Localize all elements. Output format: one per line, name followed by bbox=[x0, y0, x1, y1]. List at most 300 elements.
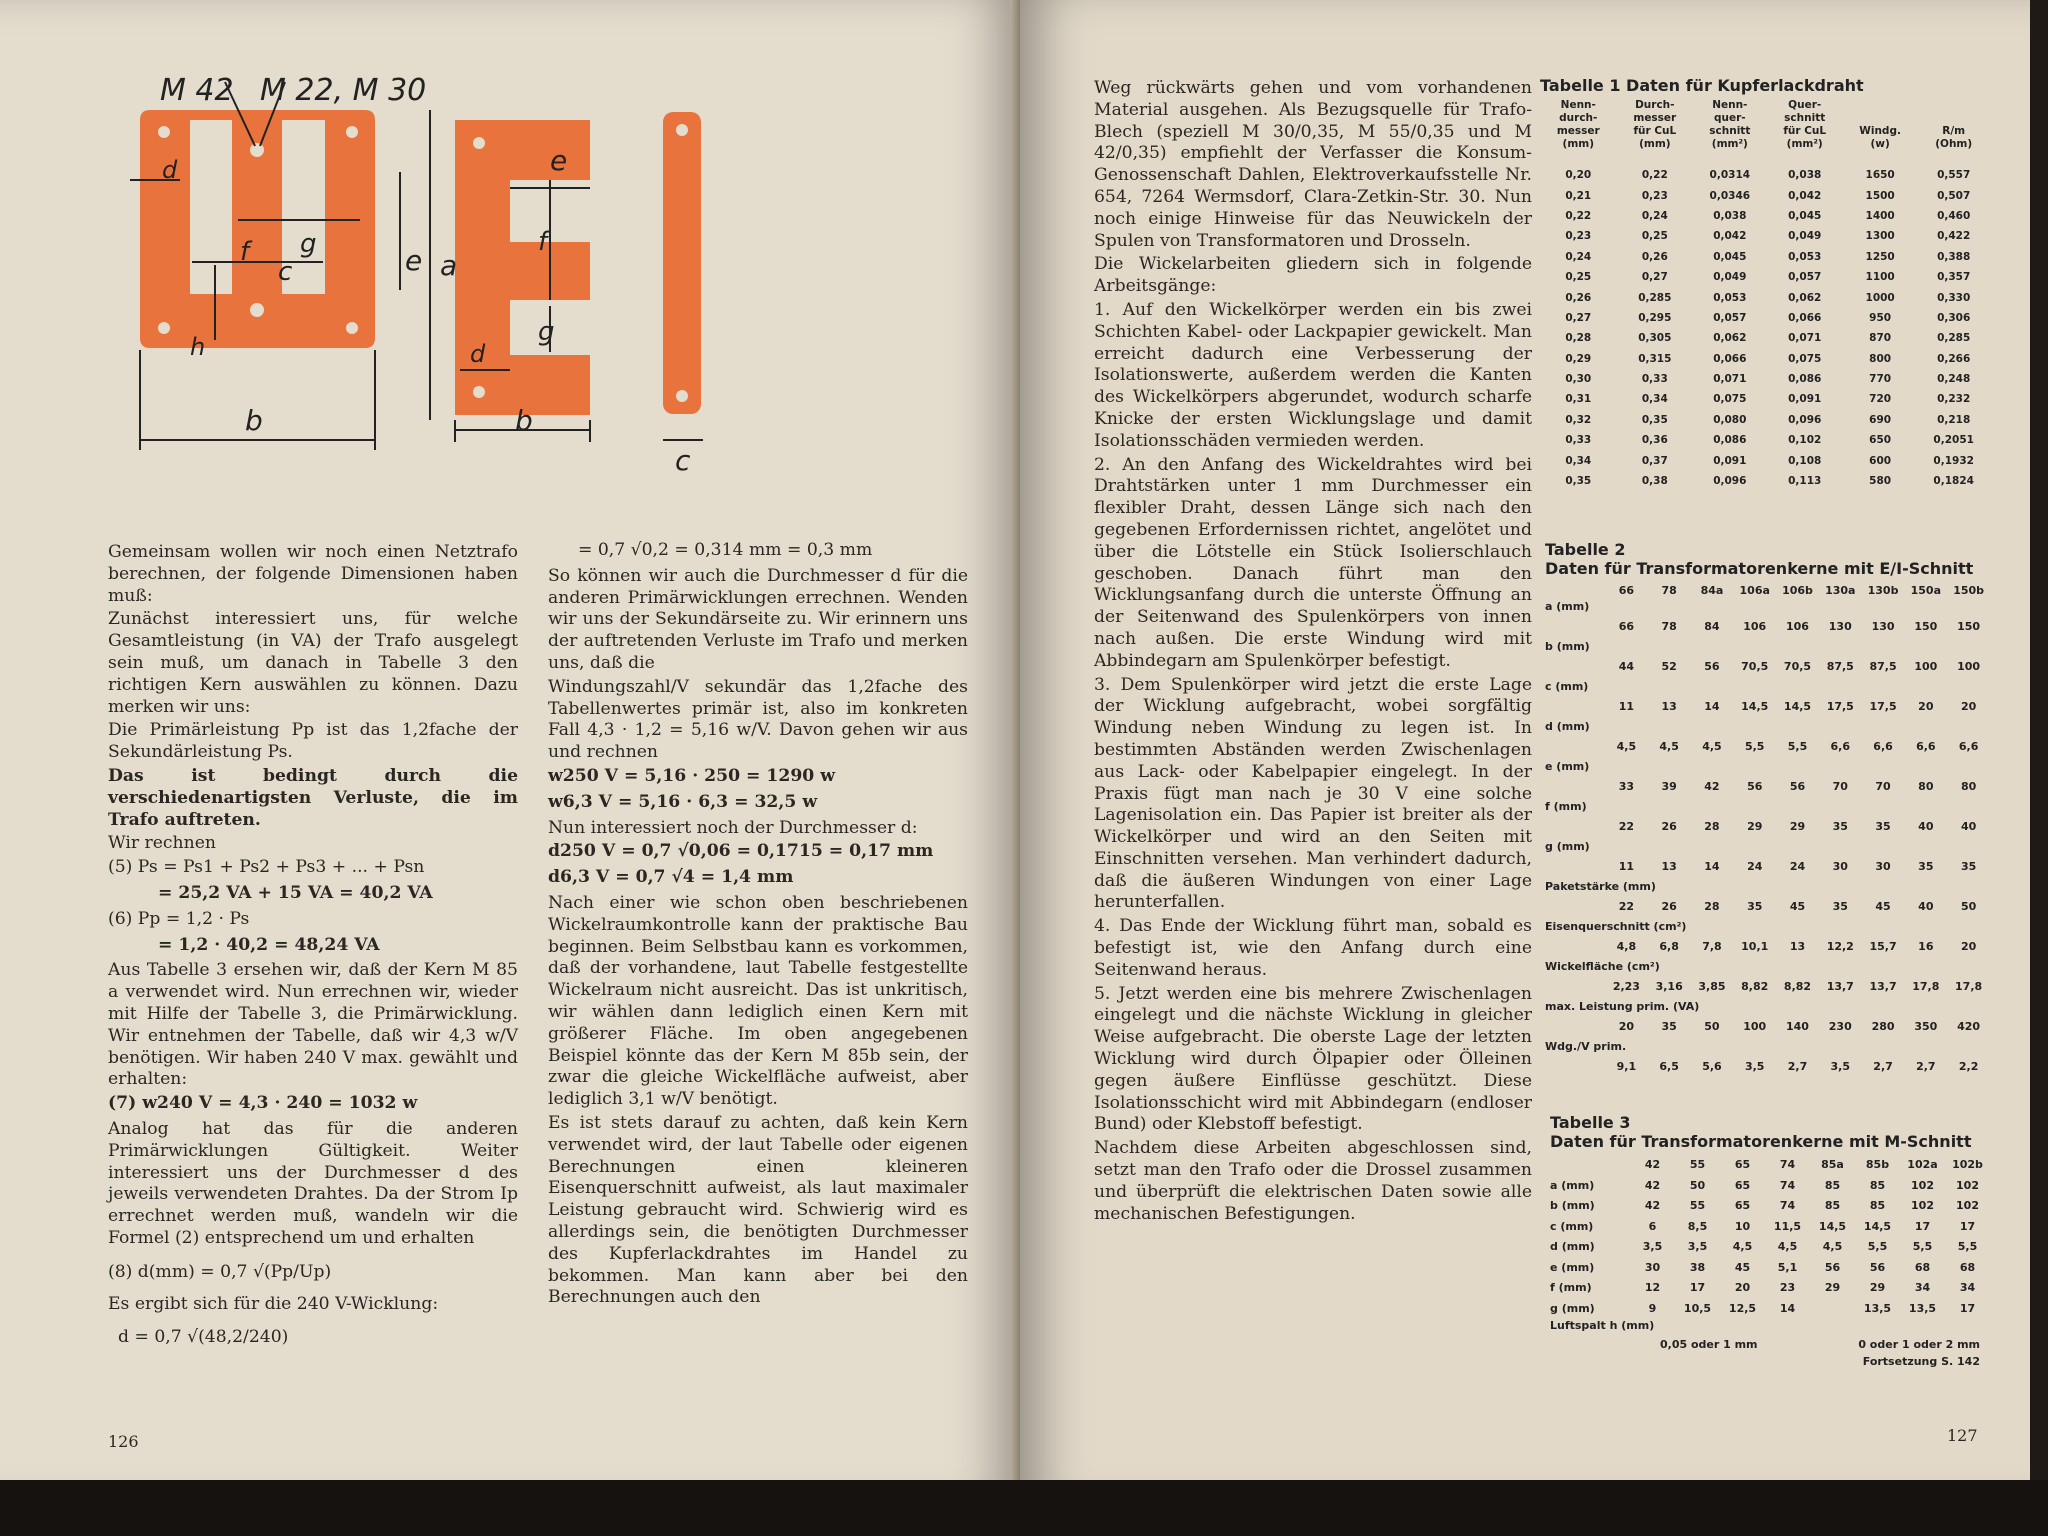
table-cell: 0,38 bbox=[1641, 475, 1668, 488]
table-row bbox=[1540, 471, 1990, 491]
table-cell: 17,5 bbox=[1826, 700, 1854, 713]
table-cell: 55 bbox=[1689, 1199, 1706, 1212]
table-cell: 24 bbox=[1789, 860, 1806, 873]
table-row bbox=[1550, 1217, 1990, 1238]
table-cell: 0,218 bbox=[1937, 413, 1971, 426]
table-cell: 13,5 bbox=[1908, 1301, 1937, 1315]
table-cell: 26 bbox=[1661, 820, 1677, 833]
table-cell: 2,7 bbox=[1916, 1060, 1936, 1073]
table-cell: 5,5 bbox=[1744, 740, 1765, 753]
table-cell: 40 bbox=[1918, 820, 1934, 833]
table-cell: 17,8 bbox=[1912, 980, 1940, 993]
table-cell: 4,5 bbox=[1616, 740, 1637, 753]
label-h: h bbox=[190, 333, 206, 361]
table-cell: 0,24 bbox=[1641, 209, 1668, 222]
table-cell: 0,26 bbox=[1565, 291, 1592, 304]
table-cell: 40 bbox=[1960, 820, 1977, 833]
table-2-row-label: b (mm) bbox=[1545, 640, 1590, 653]
table-cell: 0,062 bbox=[1713, 332, 1747, 345]
table-cell: 20 bbox=[1918, 700, 1934, 713]
table-cell: 16 bbox=[1918, 940, 1934, 953]
table-cell: 3,16 bbox=[1655, 980, 1683, 993]
table-cell: 30 bbox=[1832, 860, 1848, 873]
table-cell: 0,460 bbox=[1937, 209, 1971, 222]
label-a: a bbox=[440, 249, 458, 282]
table-cell: 38 bbox=[1689, 1260, 1706, 1274]
table-cell: 0,066 bbox=[1713, 352, 1747, 365]
label-g-e: g bbox=[538, 317, 555, 347]
table-cell: 0,295 bbox=[1638, 311, 1672, 324]
table-cell: 0,23 bbox=[1641, 189, 1668, 202]
table-2-body bbox=[1545, 597, 1990, 1077]
paragraph: 1. Auf den Wickelkörper werden ein bis zwei Schichten Kabel- oder Lackpapier gewickelt. Man erreicht dadurch eine Verbesserung der Isolationswerte, außerdem werden die Kanten des Wickelkörpers abgerundet, wodurch scharfe Knicke der ersten Wicklungslage und damit Isolationsschäden vermieden werden. bbox=[1094, 299, 1532, 451]
formula-result: = 0,7 √0,2 = 0,314 mm = 0,3 mm bbox=[578, 540, 873, 560]
table-row bbox=[1540, 247, 1990, 267]
table-cell: 14,5 bbox=[1863, 1219, 1892, 1233]
table-cell: 40 bbox=[1918, 900, 1934, 913]
table-cell: 690 bbox=[1869, 413, 1892, 426]
table-cell: 33 bbox=[1618, 780, 1635, 793]
label-d-e: d bbox=[470, 340, 486, 368]
table-cell: 56 bbox=[1704, 660, 1720, 673]
table-cell: 870 bbox=[1869, 332, 1892, 345]
table-3-row-label: f (mm) bbox=[1550, 1281, 1592, 1294]
table-cell: 0,285 bbox=[1638, 291, 1672, 304]
table-cell: 0,1932 bbox=[1933, 454, 1974, 467]
table-cell: 56 bbox=[1747, 780, 1763, 793]
table-cell: 1500 bbox=[1865, 189, 1895, 202]
table-cell: 0,075 bbox=[1713, 393, 1747, 406]
table-2 bbox=[1545, 540, 1990, 1077]
table-cell: 34 bbox=[1959, 1281, 1976, 1294]
table-row bbox=[1540, 308, 1990, 328]
paragraph: Nun interessiert noch der Durchmesser d: bbox=[548, 817, 918, 838]
label-m22-m30: M 22, M 30 bbox=[260, 73, 427, 108]
formula-6: (6) Pp = 1,2 · Ps bbox=[108, 908, 250, 929]
table-cell: 45 bbox=[1875, 900, 1891, 913]
table-2-col-header: 130b bbox=[1867, 584, 1899, 597]
table-cell: 0,33 bbox=[1565, 434, 1592, 447]
table-cell: 0,315 bbox=[1638, 352, 1672, 365]
table-cell: 0,113 bbox=[1788, 475, 1822, 488]
table-3-row-label: b (mm) bbox=[1550, 1199, 1595, 1212]
table-cell: 24 bbox=[1747, 860, 1763, 873]
table-cell: 350 bbox=[1914, 1020, 1938, 1033]
table-cell: 56 bbox=[1824, 1260, 1841, 1274]
table-cell: 0,306 bbox=[1937, 311, 1971, 324]
table-cell: 70 bbox=[1832, 780, 1848, 793]
table-cell: 6,6 bbox=[1958, 740, 1979, 753]
table-row bbox=[1540, 226, 1990, 246]
table-cell: 280 bbox=[1871, 1020, 1895, 1033]
table-cell: 80 bbox=[1960, 780, 1977, 793]
table-3-col-header: 102a bbox=[1907, 1158, 1938, 1171]
table-1-header-cell: Nenn- quer- schnitt (mm²) bbox=[1709, 99, 1751, 150]
table-cell: 29 bbox=[1747, 820, 1763, 833]
table-3-title: Tabelle 3 bbox=[1550, 1113, 1631, 1132]
table-1-header-cell: Durch- messer für CuL (mm) bbox=[1633, 99, 1677, 150]
luftspalt-values bbox=[1550, 1332, 1990, 1351]
table-cell: 0,35 bbox=[1565, 475, 1592, 488]
table-cell: 17 bbox=[1959, 1301, 1976, 1315]
table-cell: 0,042 bbox=[1713, 230, 1747, 243]
table-cell: 5,6 bbox=[1702, 1060, 1722, 1073]
table-cell: 13 bbox=[1789, 940, 1806, 953]
table-cell: 420 bbox=[1957, 1020, 1981, 1033]
table-cell: 85 bbox=[1824, 1199, 1841, 1212]
table-cell: 720 bbox=[1869, 393, 1892, 406]
table-2-row-label: g (mm) bbox=[1545, 840, 1590, 853]
paragraph: Gemeinsam wollen wir noch einen Netztrafo berechnen, der folgende Dimensionen haben muß: bbox=[108, 542, 518, 606]
table-row bbox=[1550, 1258, 1990, 1279]
paragraph: Es ergibt sich für die 240 V-Wicklung: bbox=[108, 1293, 439, 1314]
formula-5: (5) Ps = Ps1 + Ps2 + Ps3 + ... + Psn bbox=[108, 857, 425, 878]
table-cell: 22 bbox=[1618, 820, 1635, 833]
label-m42: M 42 bbox=[160, 73, 234, 108]
table-cell: 4,5 bbox=[1777, 1240, 1798, 1253]
table-row bbox=[1545, 776, 1990, 797]
table-cell: 0,34 bbox=[1565, 454, 1592, 467]
table-cell: 1100 bbox=[1865, 271, 1895, 284]
table-cell: 14 bbox=[1704, 700, 1720, 713]
table-cell: 68 bbox=[1959, 1260, 1976, 1274]
table-cell: 12,2 bbox=[1826, 940, 1854, 953]
table-cell: 13,7 bbox=[1869, 980, 1897, 993]
table-2-subtitle: Daten für Transformatorenkerne mit E/I-Schnitt bbox=[1545, 559, 1974, 578]
table-cell: 0,388 bbox=[1937, 250, 1971, 263]
table-row bbox=[1545, 656, 1990, 677]
table-1-title: Tabelle 1 Daten für Kupferlackdraht bbox=[1540, 76, 1864, 95]
table-cell: 1400 bbox=[1865, 209, 1895, 222]
table-row bbox=[1545, 816, 1990, 837]
paragraph: 4. Das Ende der Wicklung führt man, sobald es befestigt ist, wie den Anfang durch eine Seitenwand heraus. bbox=[1094, 916, 1532, 980]
right-text-column bbox=[1094, 78, 1532, 1227]
table-cell: 5,1 bbox=[1777, 1260, 1798, 1274]
table-2-row-label: c (mm) bbox=[1545, 680, 1589, 693]
table-cell: 140 bbox=[1786, 1020, 1809, 1033]
table-cell: 20 bbox=[1734, 1281, 1751, 1294]
table-3-row-label: e (mm) bbox=[1550, 1260, 1595, 1274]
table-cell: 28 bbox=[1704, 820, 1720, 833]
table-cell: 0,557 bbox=[1937, 169, 1971, 182]
table-cell: 17,8 bbox=[1955, 980, 1983, 993]
table-cell: 87,5 bbox=[1869, 660, 1897, 673]
paragraph: 5. Jetzt werden eine bis mehrere Zwischenlagen eingelegt und die nächste Wicklung in gleicher Weise aufgebracht. Die oberste Lage der letzten Wicklung wird durch Ölpapier oder Ölleinen gegen äußere Einflüsse geschützt. Diese Isolationsschicht wird mit Abbindegarn (endloser Bund) oder Klebstoff befestigt. bbox=[1094, 983, 1532, 1135]
table-cell: 0,27 bbox=[1641, 271, 1668, 284]
table-row bbox=[1540, 287, 1990, 307]
table-cell: 35 bbox=[1661, 1020, 1677, 1033]
table-cell: 8,82 bbox=[1741, 980, 1769, 993]
table-2-col-header: 106b bbox=[1782, 584, 1813, 597]
table-cell: 100 bbox=[1957, 660, 1981, 673]
table-cell: 0,27 bbox=[1565, 311, 1592, 324]
table-cell: 0,102 bbox=[1788, 434, 1822, 447]
table-cell: 0,507 bbox=[1937, 189, 1971, 202]
table-cell: 0,248 bbox=[1937, 373, 1971, 386]
table-cell: 0,357 bbox=[1937, 271, 1971, 284]
table-row bbox=[1540, 389, 1990, 409]
table-cell: 13,5 bbox=[1863, 1301, 1892, 1315]
table-row bbox=[1540, 349, 1990, 369]
formula-d63: d6,3 V = 0,7 √4 = 1,4 mm bbox=[548, 867, 794, 888]
table-cell: 0,053 bbox=[1788, 250, 1822, 263]
table-cell: 17 bbox=[1959, 1219, 1976, 1233]
table-cell: 3,5 bbox=[1642, 1240, 1663, 1253]
table-cell: 5,5 bbox=[1912, 1240, 1933, 1253]
table-cell: 0,24 bbox=[1565, 250, 1592, 263]
paragraph-bold: Das ist bedingt durch die verschiedenartigsten Verluste, die im Trafo auftreten. bbox=[108, 765, 518, 830]
label-e: e bbox=[405, 244, 423, 277]
table-cell: 0,057 bbox=[1788, 271, 1822, 284]
table-cell: 44 bbox=[1618, 660, 1635, 673]
table-cell: 102 bbox=[1911, 1178, 1934, 1192]
table-row bbox=[1540, 430, 1990, 450]
table-cell: 45 bbox=[1734, 1260, 1751, 1274]
table-cell: 0,28 bbox=[1565, 332, 1592, 345]
table-1 bbox=[1540, 76, 1990, 491]
table-cell: 0,36 bbox=[1641, 434, 1668, 447]
formula-w250: w250 V = 5,16 · 250 = 1290 w bbox=[548, 765, 836, 786]
table-cell: 34 bbox=[1914, 1281, 1931, 1294]
left-page bbox=[0, 0, 1020, 1500]
table-cell: 0,066 bbox=[1788, 311, 1822, 324]
table-2-col-header: 106a bbox=[1739, 584, 1770, 597]
table-3-col-header: 42 bbox=[1644, 1158, 1661, 1171]
table-cell: 600 bbox=[1869, 454, 1892, 467]
paragraph: Nach einer wie schon oben beschriebenen Wickelraumkontrolle kann der praktische Bau beginnen. Beim Selbstbau kann es vorkommen, daß der vorhandene, laut Tabelle festgestellte Wickelraum nicht ausreicht. Das ist unkritisch, wir wählen dann lediglich einen Kern mit größerer Fläche. Im oben angegebenen Beispiel könnte das der Kern M 85b sein, der zwar die gleiche Wickelfläche aufweist, aber lediglich 3,1 w/V benötigt. bbox=[548, 892, 968, 1110]
table-cell: 0,086 bbox=[1713, 434, 1747, 447]
table-cell: 14 bbox=[1704, 860, 1720, 873]
table-2-col-header: 66 bbox=[1618, 584, 1635, 597]
table-cell: 5,5 bbox=[1957, 1240, 1978, 1253]
table-cell: 4,5 bbox=[1702, 740, 1722, 753]
label-f-e: f bbox=[538, 227, 548, 257]
paragraph: Die Primärleistung Pp ist das 1,2fache der Sekundärleistung Ps. bbox=[108, 720, 518, 763]
table-cell: 13 bbox=[1661, 700, 1677, 713]
table-cell: 6,5 bbox=[1659, 1060, 1679, 1073]
table-cell: 50 bbox=[1960, 900, 1977, 913]
table-cell: 100 bbox=[1914, 660, 1938, 673]
table-cell: 0,080 bbox=[1713, 413, 1747, 426]
paragraph: Zunächst interessiert uns, für welche Gesamtleistung (in VA) der Trafo ausgelegt sein muß, um danach in Tabelle 3 den richtigen Kern auswählen zu können. Dazu merken wir uns: bbox=[108, 609, 518, 717]
table-cell: 0,053 bbox=[1713, 291, 1747, 304]
table-cell: 2,23 bbox=[1612, 980, 1640, 993]
table-cell: 0,1824 bbox=[1933, 475, 1974, 488]
table-1-header-cell: Windg. (w) bbox=[1859, 125, 1901, 150]
label-g: g bbox=[300, 229, 317, 259]
table-3-col-header: 65 bbox=[1734, 1158, 1751, 1171]
table-cell: 50 bbox=[1689, 1178, 1706, 1192]
table-cell: 12,5 bbox=[1728, 1301, 1757, 1315]
table-2-row-label: Wickelfläche (cm²) bbox=[1545, 960, 1660, 973]
formula-w63: w6,3 V = 5,16 · 6,3 = 32,5 w bbox=[548, 791, 818, 812]
table-2-header bbox=[1545, 584, 1990, 597]
table-cell: 66 bbox=[1618, 620, 1635, 633]
table-cell: 100 bbox=[1743, 1020, 1767, 1033]
table-cell: 6,6 bbox=[1916, 740, 1936, 753]
table-cell: 29 bbox=[1824, 1281, 1841, 1294]
table-2-row-label: d (mm) bbox=[1545, 720, 1590, 733]
paragraph: Windungszahl/V sekundär das 1,2fache des Tabellenwertes primär ist, also im konkreten Fall 4,3 · 1,2 = 5,16 w/V. Davon gehen wir aus und rechnen bbox=[548, 676, 968, 763]
table-cell: 29 bbox=[1789, 820, 1806, 833]
table-row bbox=[1545, 1056, 1990, 1077]
table-row bbox=[1545, 736, 1990, 757]
table-cell: 65 bbox=[1734, 1199, 1751, 1212]
table-cell: 85 bbox=[1824, 1178, 1841, 1192]
label-e-top: e bbox=[550, 144, 568, 177]
table-cell: 52 bbox=[1661, 660, 1677, 673]
table-3-body bbox=[1550, 1176, 1990, 1320]
table-cell: 2,7 bbox=[1787, 1060, 1808, 1073]
table-2-col-header: 150a bbox=[1910, 584, 1942, 597]
table-2-col-header: 130a bbox=[1825, 584, 1856, 597]
table-cell: 0,35 bbox=[1641, 413, 1668, 426]
label-f: f bbox=[240, 237, 250, 267]
table-cell: 0,049 bbox=[1713, 271, 1747, 284]
table-3-col-header: 74 bbox=[1779, 1158, 1796, 1171]
table-cell: 0,2051 bbox=[1933, 434, 1974, 447]
paragraph: Nachdem diese Arbeiten abgeschlossen sind, setzt man den Trafo oder die Drossel zusammen und überprüft die elektrischen Daten sowie alle mechanischen Befestigungen. bbox=[1094, 1138, 1532, 1224]
table-cell: 130 bbox=[1828, 620, 1852, 633]
table-cell: 0,30 bbox=[1565, 373, 1592, 386]
table-3-row-label: c (mm) bbox=[1550, 1219, 1594, 1233]
table-cell: 13 bbox=[1661, 860, 1677, 873]
table-row bbox=[1540, 165, 1990, 185]
table-3-subtitle: Daten für Transformatorenkerne mit M-Schnitt bbox=[1550, 1132, 1972, 1151]
table-cell: 11 bbox=[1618, 860, 1635, 873]
table-cell: 14,5 bbox=[1741, 700, 1769, 713]
table-1-header-cell: Nenn- durch- messer (mm) bbox=[1556, 99, 1600, 150]
table-cell: 14,5 bbox=[1783, 700, 1812, 713]
table-1-header-cell: R/m (Ohm) bbox=[1935, 125, 1973, 150]
paragraph: Aus Tabelle 3 ersehen wir, daß der Kern M 85 a verwendet wird. Nun errechnen wir, wieder mit Hilfe der Tabelle 3, die Primärwicklung. Wir entnehmen der Tabelle, daß wir 4,3 w/V benötigen. Wir haben 240 V max. gewählt und erhalten: bbox=[108, 960, 518, 1090]
table-cell: 80 bbox=[1918, 780, 1934, 793]
table-cell: 3,5 bbox=[1830, 1060, 1851, 1073]
table-cell: 50 bbox=[1704, 1020, 1720, 1033]
table-cell: 8,82 bbox=[1783, 980, 1812, 993]
table-cell: 0,038 bbox=[1788, 169, 1822, 182]
table-cell: 70,5 bbox=[1783, 660, 1812, 673]
book-bottom-edge bbox=[0, 1480, 2048, 1536]
table-cell: 17 bbox=[1689, 1281, 1706, 1294]
table-cell: 84 bbox=[1704, 620, 1720, 633]
table-3-row-label: a (mm) bbox=[1550, 1178, 1595, 1192]
label-b-e: b bbox=[515, 404, 533, 437]
table-cell: 87,5 bbox=[1826, 660, 1854, 673]
table-row bbox=[1540, 328, 1990, 348]
table-cell: 20 bbox=[1618, 1020, 1635, 1033]
table-2-col-header: 78 bbox=[1661, 584, 1677, 597]
table-cell: 35 bbox=[1747, 900, 1763, 913]
table-2-title: Tabelle 2 bbox=[1545, 540, 1626, 559]
table-cell: 9,1 bbox=[1616, 1060, 1637, 1073]
table-cell: 800 bbox=[1869, 352, 1892, 365]
table-2-row-label: a (mm) bbox=[1545, 600, 1590, 613]
table-cell: 0,071 bbox=[1788, 332, 1822, 345]
table-cell: 950 bbox=[1869, 311, 1892, 324]
table-cell: 106 bbox=[1743, 620, 1767, 633]
table-row bbox=[1540, 185, 1990, 205]
table-cell: 10,1 bbox=[1741, 940, 1769, 953]
table-cell: 0,29 bbox=[1565, 352, 1592, 365]
table-3-header bbox=[1550, 1155, 1990, 1176]
table-cell: 1250 bbox=[1865, 250, 1895, 263]
table-cell: 9 bbox=[1648, 1301, 1657, 1315]
table-cell: 6,8 bbox=[1659, 940, 1679, 953]
table-cell: 0,25 bbox=[1565, 271, 1592, 284]
table-cell: 0,37 bbox=[1641, 454, 1668, 467]
label-b-m: b bbox=[245, 404, 263, 437]
label-d: d bbox=[162, 156, 178, 184]
table-cell: 6,6 bbox=[1873, 740, 1893, 753]
table-cell: 0,091 bbox=[1788, 393, 1822, 406]
left-column-1 bbox=[108, 542, 518, 1353]
table-cell: 150 bbox=[1914, 620, 1938, 633]
table-2-col-header: 84a bbox=[1700, 584, 1724, 597]
table-cell: 0,21 bbox=[1565, 189, 1592, 202]
table-2-row-label: max. Leistung prim. (VA) bbox=[1545, 1000, 1700, 1013]
table-cell: 68 bbox=[1914, 1260, 1931, 1274]
table-cell: 2,7 bbox=[1873, 1060, 1893, 1073]
table-cell: 3,5 bbox=[1687, 1240, 1708, 1253]
table-cell: 28 bbox=[1704, 900, 1720, 913]
table-cell: 8,5 bbox=[1687, 1219, 1708, 1233]
table-3-col-header: 85b bbox=[1865, 1158, 1890, 1171]
table-cell: 17 bbox=[1914, 1219, 1931, 1233]
table-2-row-label: Eisenquerschnitt (cm²) bbox=[1545, 920, 1687, 933]
table-cell: 39 bbox=[1661, 780, 1677, 793]
formula-6-result: = 1,2 · 40,2 = 48,24 VA bbox=[158, 934, 380, 955]
luftspalt-b: 0 oder 1 oder 2 mm bbox=[1858, 1338, 1980, 1351]
table-row bbox=[1545, 936, 1990, 957]
luftspalt-a: 0,05 oder 1 mm bbox=[1660, 1338, 1758, 1351]
table-cell: 70 bbox=[1875, 780, 1891, 793]
table-cell: 15,7 bbox=[1869, 940, 1897, 953]
table-cell: 580 bbox=[1869, 475, 1892, 488]
table-cell: 23 bbox=[1779, 1281, 1796, 1294]
table-3-row-label: g (mm) bbox=[1550, 1301, 1595, 1315]
table-cell: 0,422 bbox=[1937, 230, 1971, 243]
table-cell: 22 bbox=[1618, 900, 1635, 913]
luftspalt-label: Luftspalt h (mm) bbox=[1550, 1319, 1655, 1332]
table-cell: 0,22 bbox=[1565, 209, 1592, 222]
table-cell: 6,6 bbox=[1830, 740, 1851, 753]
table-cell: 42 bbox=[1704, 780, 1720, 793]
table-cell: 14,5 bbox=[1818, 1219, 1847, 1233]
table-row bbox=[1540, 410, 1990, 430]
table-cell: 0,057 bbox=[1713, 311, 1747, 324]
table-cell: 0,31 bbox=[1565, 393, 1592, 406]
table-cell: 30 bbox=[1875, 860, 1891, 873]
table-cell: 3,85 bbox=[1698, 980, 1726, 993]
table-row bbox=[1545, 896, 1990, 917]
table-cell: 0,038 bbox=[1713, 209, 1747, 222]
core-diagram bbox=[130, 70, 970, 510]
table-cell: 0,330 bbox=[1937, 291, 1971, 304]
paragraph: Es ist stets darauf zu achten, daß kein Kern verwendet wird, der laut Tabelle oder eigenen Berechnungen einen kleineren Eisenquerschnitt aufweist, als laut maximaler Leistung gebraucht wird. Schwierig wird es allerdings sein, die benötigten Durchmesser des Kupferlackdrahtes im Handel zu bekommen. Man kann aber bei den Berechnungen auch den bbox=[548, 1112, 968, 1308]
table-3 bbox=[1550, 1113, 1990, 1368]
paragraph: Weg rückwärts gehen und vom vorhandenen Material ausgehen. Als Bezugsquelle für Trafo-Blech (speziell M 30/0,35, M 55/0,35 und M 42/0,35) empfiehlt der Verfasser die Konsum-Genossenschaft Dahlen, Elektroverkaufsstelle Nr. 654, 7264 Wermsdorf, Clara-Zetkin-Str. 30. Nun noch einige Hinweise für das Neuwickeln der Spulen von Transformatoren und Drosseln. bbox=[1094, 78, 1532, 251]
table-cell: 20 bbox=[1960, 700, 1977, 713]
table-cell: 30 bbox=[1644, 1260, 1661, 1274]
table-cell: 85 bbox=[1869, 1199, 1886, 1212]
table-cell: 130 bbox=[1871, 620, 1895, 633]
table-cell: 1650 bbox=[1865, 169, 1895, 182]
table-cell: 0,042 bbox=[1788, 189, 1822, 202]
table-cell: 35 bbox=[1960, 860, 1977, 873]
table-cell: 0,096 bbox=[1713, 475, 1747, 488]
table-cell: 1000 bbox=[1865, 291, 1895, 304]
